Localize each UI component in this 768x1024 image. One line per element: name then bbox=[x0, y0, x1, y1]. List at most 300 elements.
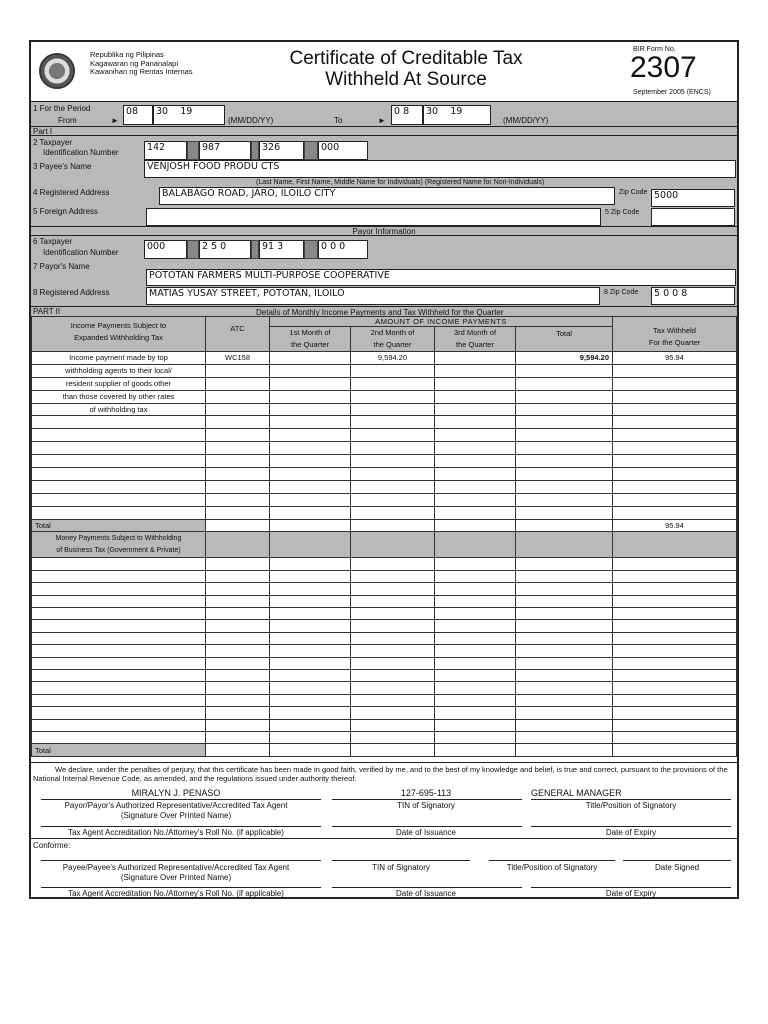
cell-tax: 95.94 bbox=[613, 519, 737, 532]
date-signed-caption: Date Signed bbox=[654, 863, 700, 872]
cell-tax[interactable] bbox=[613, 558, 737, 570]
cell-total[interactable] bbox=[516, 632, 613, 644]
cell bbox=[351, 532, 435, 558]
cell-m2[interactable] bbox=[351, 416, 435, 429]
cell-m1[interactable] bbox=[270, 377, 351, 390]
tin-separator bbox=[304, 141, 318, 160]
cell-atc[interactable] bbox=[206, 377, 270, 390]
payee-zip-input[interactable]: 5000 bbox=[651, 189, 735, 207]
cell-total[interactable] bbox=[516, 558, 613, 570]
cell-m1[interactable] bbox=[270, 682, 351, 694]
to-day-year-input[interactable] bbox=[423, 105, 491, 125]
cell-tax[interactable] bbox=[613, 390, 737, 403]
cell-total[interactable] bbox=[516, 442, 613, 455]
cell-m2[interactable] bbox=[351, 455, 435, 468]
cell-total[interactable] bbox=[516, 608, 613, 620]
cell-m3[interactable] bbox=[435, 707, 516, 719]
cell-atc[interactable]: WC158 bbox=[206, 352, 270, 365]
cell-m2[interactable] bbox=[351, 403, 435, 416]
caption-text: Payee/Payee's Authorized Representative/Accredited Tax Agent bbox=[62, 863, 290, 872]
arrow-icon: ► bbox=[111, 116, 119, 125]
cell-tax[interactable]: 95.94 bbox=[613, 352, 737, 365]
money-payments-header bbox=[32, 532, 737, 558]
cell-desc bbox=[32, 468, 206, 481]
cell-m2[interactable] bbox=[351, 719, 435, 731]
cell-desc bbox=[32, 694, 206, 706]
cell-atc[interactable] bbox=[206, 645, 270, 657]
conforme-label: Conforme: bbox=[33, 841, 71, 850]
cell-tax[interactable] bbox=[613, 583, 737, 595]
cell-m1[interactable] bbox=[270, 390, 351, 403]
caption-text: (Signature Over Printed Name) bbox=[120, 811, 232, 820]
to-month-input[interactable]: 0 8 bbox=[391, 105, 423, 125]
cell-m3[interactable] bbox=[435, 480, 516, 493]
cell-total[interactable] bbox=[516, 645, 613, 657]
cell-m3[interactable] bbox=[435, 731, 516, 743]
cell-m3[interactable] bbox=[435, 416, 516, 429]
cell-m2[interactable] bbox=[351, 558, 435, 570]
cell-m3[interactable] bbox=[435, 657, 516, 669]
cell-tax[interactable] bbox=[613, 506, 737, 519]
payor-tin-4[interactable]: 0 0 0 bbox=[318, 240, 368, 259]
cell-atc[interactable] bbox=[206, 429, 270, 442]
to-day: 30 bbox=[426, 106, 439, 117]
cell-m1 bbox=[270, 744, 351, 757]
payee-name-label: 3 Payee's Name bbox=[33, 162, 92, 171]
cell-desc bbox=[32, 506, 206, 519]
cell-m3 bbox=[435, 744, 516, 757]
cell-m2[interactable] bbox=[351, 377, 435, 390]
cell-atc[interactable] bbox=[206, 403, 270, 416]
cell-tax[interactable] bbox=[613, 719, 737, 731]
table-row bbox=[32, 506, 737, 519]
payor-address-input[interactable]: MATIAS YUSAY STREET, POTOTAN, ILOILO bbox=[146, 287, 600, 305]
cell-m2[interactable] bbox=[351, 645, 435, 657]
payee-tin-2[interactable]: 987 bbox=[199, 141, 251, 160]
cell-m2[interactable] bbox=[351, 669, 435, 681]
cell-m1[interactable] bbox=[270, 493, 351, 506]
payee-tin-3[interactable]: 326 bbox=[259, 141, 304, 160]
signature-line bbox=[332, 826, 522, 827]
table-row bbox=[32, 352, 737, 365]
cell-tax[interactable] bbox=[613, 731, 737, 743]
cell-atc[interactable] bbox=[206, 731, 270, 743]
cell-m2[interactable] bbox=[351, 608, 435, 620]
issuance-caption: Date of Issuance bbox=[395, 828, 457, 837]
foreign-address-label: 5 Foreign Address bbox=[33, 207, 98, 216]
table-row bbox=[32, 416, 737, 429]
agency-line: Kagawaran ng Pananalapi bbox=[90, 58, 178, 68]
cell-m3[interactable] bbox=[435, 364, 516, 377]
cell-m1[interactable] bbox=[270, 403, 351, 416]
cell-atc[interactable] bbox=[206, 416, 270, 429]
cell-m3[interactable] bbox=[435, 669, 516, 681]
cell-atc[interactable] bbox=[206, 364, 270, 377]
cell-tax[interactable] bbox=[613, 442, 737, 455]
signature-line bbox=[489, 860, 615, 861]
cell-atc bbox=[206, 519, 270, 532]
cell-m2[interactable] bbox=[351, 506, 435, 519]
cell-m2[interactable] bbox=[351, 620, 435, 632]
cell-atc[interactable] bbox=[206, 719, 270, 731]
cell-total[interactable] bbox=[516, 583, 613, 595]
cell-m1[interactable] bbox=[270, 620, 351, 632]
cell-desc: than those covered by other rates bbox=[32, 390, 206, 403]
tin-caption: TIN of Signatory bbox=[372, 863, 430, 872]
foreign-address-input[interactable] bbox=[146, 208, 601, 226]
cell-atc[interactable] bbox=[206, 442, 270, 455]
payee-address-input[interactable]: BALABAGO ROAD, JARO, ILOILO CITY bbox=[159, 187, 615, 205]
cell-m1 bbox=[270, 519, 351, 532]
cell-atc[interactable] bbox=[206, 669, 270, 681]
signature-line bbox=[332, 860, 470, 861]
table-row bbox=[32, 595, 737, 607]
table-row bbox=[32, 682, 737, 694]
table-row bbox=[32, 707, 737, 719]
cell-m3[interactable] bbox=[435, 558, 516, 570]
cell-m1[interactable] bbox=[270, 669, 351, 681]
agency-line: Kawanihan ng Rentas Internas bbox=[90, 67, 193, 76]
cell-total[interactable] bbox=[516, 570, 613, 582]
cell-m2[interactable] bbox=[351, 493, 435, 506]
header-text: of Business Tax (Government & Private) bbox=[56, 546, 181, 554]
cell-atc[interactable] bbox=[206, 570, 270, 582]
cell-total[interactable] bbox=[516, 390, 613, 403]
header-text: 3rd Month of bbox=[453, 328, 497, 337]
cell-tax[interactable] bbox=[613, 632, 737, 644]
table-row bbox=[32, 403, 737, 416]
cell-m1[interactable] bbox=[270, 657, 351, 669]
cell-m1[interactable] bbox=[270, 731, 351, 743]
agency-text bbox=[90, 51, 193, 77]
cell-total[interactable] bbox=[516, 455, 613, 468]
cell-m2[interactable]: 9,594.20 bbox=[351, 352, 435, 365]
cell-m2[interactable] bbox=[351, 570, 435, 582]
foreign-zip-input[interactable] bbox=[651, 208, 735, 226]
signature-line bbox=[531, 887, 731, 888]
to-year: 19 bbox=[450, 106, 463, 117]
payor-name-input[interactable]: POTOTAN FARMERS MULTI-PURPOSE COOPERATIVE bbox=[146, 269, 736, 286]
cell-total[interactable] bbox=[516, 429, 613, 442]
cell-tax[interactable] bbox=[613, 377, 737, 390]
cell-m1[interactable] bbox=[270, 429, 351, 442]
cell-m2[interactable] bbox=[351, 731, 435, 743]
payor-tin-2[interactable]: 2 5 0 bbox=[199, 240, 251, 259]
table-row bbox=[32, 468, 737, 481]
divider bbox=[31, 838, 737, 839]
cell-m2[interactable] bbox=[351, 632, 435, 644]
table-row bbox=[32, 570, 737, 582]
cell-m1[interactable] bbox=[270, 442, 351, 455]
from-month-input[interactable]: 08 bbox=[123, 105, 153, 125]
cell-total[interactable] bbox=[516, 403, 613, 416]
cell-tax[interactable] bbox=[613, 682, 737, 694]
cell-m3[interactable] bbox=[435, 442, 516, 455]
cell-m2[interactable] bbox=[351, 429, 435, 442]
cell-atc[interactable] bbox=[206, 620, 270, 632]
cell-m3[interactable] bbox=[435, 583, 516, 595]
table-header-row bbox=[32, 317, 737, 327]
cell-tax[interactable] bbox=[613, 455, 737, 468]
form-title bbox=[211, 48, 601, 90]
cell-m2[interactable] bbox=[351, 442, 435, 455]
cell-tax[interactable] bbox=[613, 595, 737, 607]
cell-m2[interactable] bbox=[351, 595, 435, 607]
cell-m3[interactable] bbox=[435, 719, 516, 731]
foreign-zip-label: 5 Zip Code bbox=[605, 209, 640, 216]
cell-tax[interactable] bbox=[613, 669, 737, 681]
cell-total[interactable] bbox=[516, 595, 613, 607]
cell-tax[interactable] bbox=[613, 645, 737, 657]
cell-total[interactable]: 9,594.20 bbox=[516, 352, 613, 365]
cell-m1[interactable] bbox=[270, 645, 351, 657]
cell-m3[interactable] bbox=[435, 390, 516, 403]
cell-atc[interactable] bbox=[206, 558, 270, 570]
cell-m1[interactable] bbox=[270, 632, 351, 644]
cell-total[interactable] bbox=[516, 480, 613, 493]
cell-m2[interactable] bbox=[351, 480, 435, 493]
table-row bbox=[32, 694, 737, 706]
cell-tax[interactable] bbox=[613, 570, 737, 582]
cell-atc[interactable] bbox=[206, 694, 270, 706]
declaration-section bbox=[31, 762, 737, 899]
cell-desc bbox=[32, 669, 206, 681]
table-row bbox=[32, 390, 737, 403]
table-row bbox=[32, 364, 737, 377]
cell-m2[interactable] bbox=[351, 707, 435, 719]
cell-total[interactable] bbox=[516, 731, 613, 743]
tin-label: 2 Taxpayer bbox=[33, 138, 72, 147]
cell-atc[interactable] bbox=[206, 468, 270, 481]
cell-m2[interactable] bbox=[351, 694, 435, 706]
cell-desc bbox=[32, 608, 206, 620]
cell-m1[interactable] bbox=[270, 364, 351, 377]
tin-separator bbox=[251, 141, 259, 160]
cell-m1[interactable] bbox=[270, 480, 351, 493]
cell-m1[interactable] bbox=[270, 707, 351, 719]
cell-m3[interactable] bbox=[435, 493, 516, 506]
tin-label: 6 Taxpayer bbox=[33, 237, 72, 246]
caption-text: Payor/Payor's Authorized Representative/Accredited Tax Agent bbox=[64, 801, 288, 810]
cell-total[interactable] bbox=[516, 669, 613, 681]
cell-total[interactable] bbox=[516, 416, 613, 429]
cell-atc[interactable] bbox=[206, 455, 270, 468]
total-row bbox=[32, 519, 737, 532]
signature-line bbox=[332, 887, 522, 888]
cell-atc[interactable] bbox=[206, 595, 270, 607]
signatory-title: GENERAL MANAGER bbox=[531, 788, 622, 798]
cell-atc[interactable] bbox=[206, 682, 270, 694]
signature-line bbox=[531, 799, 731, 800]
cell-m1[interactable] bbox=[270, 506, 351, 519]
header-text: 2nd Month of bbox=[370, 328, 415, 337]
cell-m3[interactable] bbox=[435, 694, 516, 706]
payor-tin-1[interactable]: 000 bbox=[144, 240, 187, 259]
cell-tax[interactable] bbox=[613, 480, 737, 493]
table-row bbox=[32, 731, 737, 743]
cell-total[interactable] bbox=[516, 707, 613, 719]
cell-m3[interactable] bbox=[435, 608, 516, 620]
table-row bbox=[32, 480, 737, 493]
cell-total[interactable] bbox=[516, 719, 613, 731]
cell-m1[interactable] bbox=[270, 570, 351, 582]
cell-tax[interactable] bbox=[613, 694, 737, 706]
cell-m3[interactable] bbox=[435, 455, 516, 468]
cell-m1[interactable] bbox=[270, 595, 351, 607]
header-text: Expanded Withholding Tax bbox=[74, 333, 163, 342]
cell-m2 bbox=[351, 519, 435, 532]
cell-tax[interactable] bbox=[613, 657, 737, 669]
cell-atc[interactable] bbox=[206, 506, 270, 519]
cell-m2[interactable] bbox=[351, 657, 435, 669]
cell-m3[interactable] bbox=[435, 468, 516, 481]
cell-m2[interactable] bbox=[351, 583, 435, 595]
cell-desc bbox=[32, 595, 206, 607]
cell-m3 bbox=[435, 519, 516, 532]
table-row bbox=[32, 583, 737, 595]
cell-total[interactable] bbox=[516, 620, 613, 632]
payor-signature-caption bbox=[31, 801, 321, 821]
cell-atc[interactable] bbox=[206, 390, 270, 403]
signature-line bbox=[332, 799, 522, 800]
cell-m2[interactable] bbox=[351, 468, 435, 481]
cell-m3[interactable] bbox=[435, 682, 516, 694]
cell-atc[interactable] bbox=[206, 657, 270, 669]
cell-total bbox=[516, 744, 613, 757]
cell-m1[interactable] bbox=[270, 583, 351, 595]
cell-m1[interactable] bbox=[270, 558, 351, 570]
col-income-payments bbox=[32, 317, 206, 352]
cell-m3[interactable] bbox=[435, 595, 516, 607]
cell-tax[interactable] bbox=[613, 468, 737, 481]
cell-tax[interactable] bbox=[613, 608, 737, 620]
col-amount-group: AMOUNT OF INCOME PAYMENTS bbox=[270, 317, 613, 327]
payee-tin-1[interactable]: 142 bbox=[144, 141, 187, 160]
cell-m1[interactable] bbox=[270, 352, 351, 365]
header-text: Income Payments Subject to bbox=[70, 321, 167, 330]
cell-m2[interactable] bbox=[351, 682, 435, 694]
cell-tax[interactable] bbox=[613, 416, 737, 429]
table-row bbox=[32, 429, 737, 442]
cell-desc bbox=[32, 455, 206, 468]
part2-label: PART II bbox=[33, 307, 61, 316]
cell-total[interactable] bbox=[516, 506, 613, 519]
cell-tax[interactable] bbox=[613, 707, 737, 719]
cell-total[interactable] bbox=[516, 657, 613, 669]
cell-total[interactable] bbox=[516, 694, 613, 706]
cell-m3[interactable] bbox=[435, 352, 516, 365]
accreditation-caption: Tax Agent Accreditation No./Attorney's Roll No. (if applicable) bbox=[68, 828, 284, 837]
cell-desc: withholding agents to their local/ bbox=[32, 364, 206, 377]
cell-total[interactable] bbox=[516, 364, 613, 377]
signature-line bbox=[623, 860, 731, 861]
title-caption: Title/Position of Signatory bbox=[585, 801, 677, 810]
date-format-label: (MM/DD/YY) bbox=[228, 116, 274, 125]
payee-signature-caption bbox=[31, 863, 321, 883]
form-version: September 2005 (ENCS) bbox=[633, 89, 711, 96]
payee-name-input[interactable]: VENJOSH FOOD PRODU CTS bbox=[144, 160, 736, 178]
cell bbox=[270, 532, 351, 558]
cell-total[interactable] bbox=[516, 493, 613, 506]
cell-m1[interactable] bbox=[270, 416, 351, 429]
cell-m1[interactable] bbox=[270, 694, 351, 706]
cell-desc bbox=[32, 719, 206, 731]
cell-atc[interactable] bbox=[206, 583, 270, 595]
cell bbox=[435, 532, 516, 558]
cell bbox=[206, 532, 270, 558]
cell-m2 bbox=[351, 744, 435, 757]
cell-desc: resident supplier of goods other bbox=[32, 377, 206, 390]
agency-line: Republika ng Pilipinas bbox=[90, 50, 164, 59]
cell-total bbox=[516, 519, 613, 532]
payor-tin-3[interactable]: 91 3 bbox=[259, 240, 304, 259]
cell-m1[interactable] bbox=[270, 468, 351, 481]
header-text: the Quarter bbox=[456, 340, 494, 349]
table-row bbox=[32, 558, 737, 570]
from-day: 30 bbox=[156, 106, 169, 117]
cell-tax[interactable] bbox=[613, 403, 737, 416]
table-row bbox=[32, 632, 737, 644]
cell-m1[interactable] bbox=[270, 455, 351, 468]
cell-m1[interactable] bbox=[270, 719, 351, 731]
signature-line bbox=[41, 826, 321, 827]
cell-tax[interactable] bbox=[613, 429, 737, 442]
table-row bbox=[32, 455, 737, 468]
cell-total[interactable] bbox=[516, 682, 613, 694]
cell-m2[interactable] bbox=[351, 364, 435, 377]
table-row bbox=[32, 657, 737, 669]
cell-total[interactable] bbox=[516, 468, 613, 481]
payor-zip-input[interactable]: 5 0 0 8 bbox=[651, 287, 735, 305]
from-day-year-input[interactable] bbox=[153, 105, 225, 125]
cell-m3[interactable] bbox=[435, 429, 516, 442]
table-row bbox=[32, 669, 737, 681]
cell-tax[interactable] bbox=[613, 493, 737, 506]
cell-atc[interactable] bbox=[206, 632, 270, 644]
cell-m3[interactable] bbox=[435, 403, 516, 416]
cell-m1[interactable] bbox=[270, 608, 351, 620]
cell-m2[interactable] bbox=[351, 390, 435, 403]
payor-zip-label: 8 Zip Code bbox=[604, 289, 639, 296]
cell bbox=[613, 532, 737, 558]
payor-address-label: 8 Registered Address bbox=[33, 288, 110, 297]
cell-total[interactable] bbox=[516, 377, 613, 390]
cell-desc bbox=[32, 429, 206, 442]
bir-seal-logo bbox=[39, 53, 75, 89]
cell-desc bbox=[32, 632, 206, 644]
cell-desc bbox=[32, 707, 206, 719]
cell-atc[interactable] bbox=[206, 480, 270, 493]
date-format-label: (MM/DD/YY) bbox=[503, 116, 549, 125]
cell-atc[interactable] bbox=[206, 493, 270, 506]
cell-atc[interactable] bbox=[206, 707, 270, 719]
cell-desc: Total bbox=[32, 519, 206, 532]
cell-m3[interactable] bbox=[435, 620, 516, 632]
cell-tax[interactable] bbox=[613, 620, 737, 632]
table-row bbox=[32, 645, 737, 657]
cell-atc[interactable] bbox=[206, 608, 270, 620]
cell-m3[interactable] bbox=[435, 570, 516, 582]
cell-m3[interactable] bbox=[435, 645, 516, 657]
bir-form-2307 bbox=[29, 40, 739, 899]
payee-tin-4[interactable]: 000 bbox=[318, 141, 368, 160]
cell-m3[interactable] bbox=[435, 632, 516, 644]
cell bbox=[516, 532, 613, 558]
cell-m3[interactable] bbox=[435, 377, 516, 390]
cell-m3[interactable] bbox=[435, 506, 516, 519]
title-line: Withheld At Source bbox=[325, 69, 487, 90]
cell-tax[interactable] bbox=[613, 364, 737, 377]
